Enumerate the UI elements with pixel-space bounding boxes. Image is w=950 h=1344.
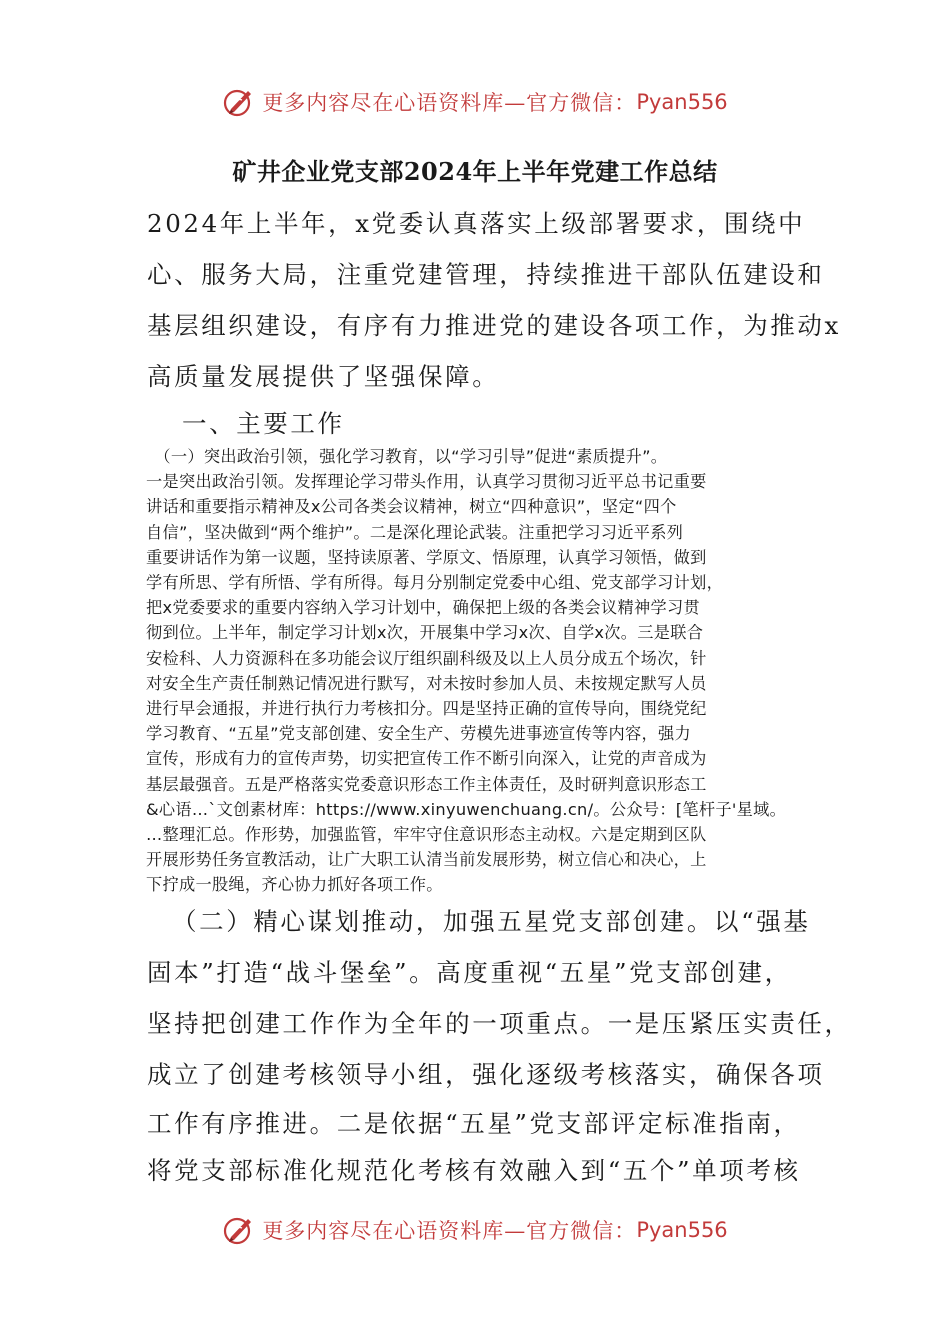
- pen-logo-icon: [222, 85, 256, 119]
- header-banner: [0, 78, 950, 126]
- pen-logo-icon: [222, 1213, 256, 1247]
- body-line: 宣传，形成有力的宣传声势，切实把宣传工作不断引向深入，让党的声音成为: [146, 749, 707, 769]
- body-line: 重要讲话作为第一议题，坚持读原著、学原文、悟原理，认真学习领悟，做到: [146, 547, 707, 567]
- intro-line: 心、服务大局，注重党建管理，持续推进干部队伍建设和: [147, 260, 825, 289]
- body-line: 讲话和重要指示精神及x公司各类会议精神，树立“四种意识”，坚定“四个: [146, 497, 677, 517]
- body-line: …整理汇总。作形势，加强监管，牢牢守住意识形态主动权。六是定期到区队: [146, 825, 707, 845]
- banner-wechat-id: Pyan556: [636, 90, 728, 114]
- body-line: 安检科、人力资源科在多功能会议厅组织副科级及以上人员分成五个场次，针: [146, 648, 707, 668]
- part2-line: 工作有序推进。二是依据“五星”党支部评定标准指南，: [147, 1109, 801, 1138]
- intro-line: 基层组织建设，有序有力推进党的建设各项工作，为推动x: [147, 311, 841, 340]
- part2-line: 将党支部标准化规范化考核有效融入到“五个”单项考核: [147, 1156, 801, 1185]
- part2-line: 坚持把创建工作作为全年的一项重点。一是压紧压实责任，: [147, 1009, 852, 1038]
- body-line: 学习教育、“五星”党支部创建、安全生产、劳模先进事迹宣传等内容，强力: [146, 724, 691, 744]
- body-line: 基层最强音。五是严格落实党委意识形态工作主体责任，及时研判意识形态工: [146, 774, 707, 794]
- banner-text: 更多内容尽在心语资料库—官方微信：: [262, 1219, 637, 1243]
- body-line: （一）突出政治引领，强化学习教育，以“学习引导”促进“素质提升”。: [146, 447, 668, 466]
- section-heading: 一、主要工作: [182, 409, 345, 438]
- body-line: 自信”，坚决做到“两个维护”。二是深化理论武装。注重把学习习近平系列: [146, 522, 684, 542]
- intro-line: 2024年上半年，x党委认真落实上级部署要求，围绕中: [147, 209, 806, 238]
- document-title: 矿井企业党支部2024年上半年党建工作总结: [232, 157, 718, 186]
- body-line: 学有所思、学有所悟、学有所得。每月分别制定党委中心组、党支部学习计划，: [146, 573, 724, 593]
- part2-line: 成立了创建考核领导小组，强化逐级考核落实，确保各项: [147, 1060, 825, 1089]
- body-line: 一是突出政治引领。发挥理论学习带头作用，认真学习贯彻习近平总书记重要: [146, 472, 707, 492]
- body-line: 对安全生产责任制熟记情况进行默写，对未按时参加人员、未按规定默写人员: [146, 673, 707, 693]
- banner-text: 更多内容尽在心语资料库—官方微信：: [262, 91, 637, 115]
- banner-wechat-id: Pyan556: [636, 1218, 728, 1242]
- intro-line: 高质量发展提供了坚强保障。: [147, 362, 500, 391]
- part2-line: （二）精心谋划推动，加强五星党支部创建。以“强基: [172, 907, 811, 936]
- body-line: 下拧成一股绳，齐心协力抓好各项工作。: [146, 875, 443, 895]
- footer-banner: [0, 1206, 950, 1254]
- body-line: 进行早会通报，并进行执行力考核扣分。四是坚持正确的宣传导向，围绕党纪: [146, 699, 707, 719]
- section-one-body: [146, 444, 816, 898]
- watermark-line: &心语…`文创素材库：https://www.xinyuwenchuang.cn/。公众号：[笔杆子'星域。: [146, 799, 787, 819]
- body-line: 彻到位。上半年，制定学习计划x次，开展集中学习x次、自学x次。三是联合: [146, 623, 704, 643]
- body-line: 把x党委要求的重要内容纳入学习计划中，确保把上级的各类会议精神学习贯: [146, 598, 700, 618]
- body-line: 开展形势任务宣教活动，让广大职工认清当前发展形势，树立信心和决心，上: [146, 850, 707, 870]
- part2-line: 固本”打造“战斗堡垒”。高度重视“五星”党支部创建，: [147, 958, 792, 987]
